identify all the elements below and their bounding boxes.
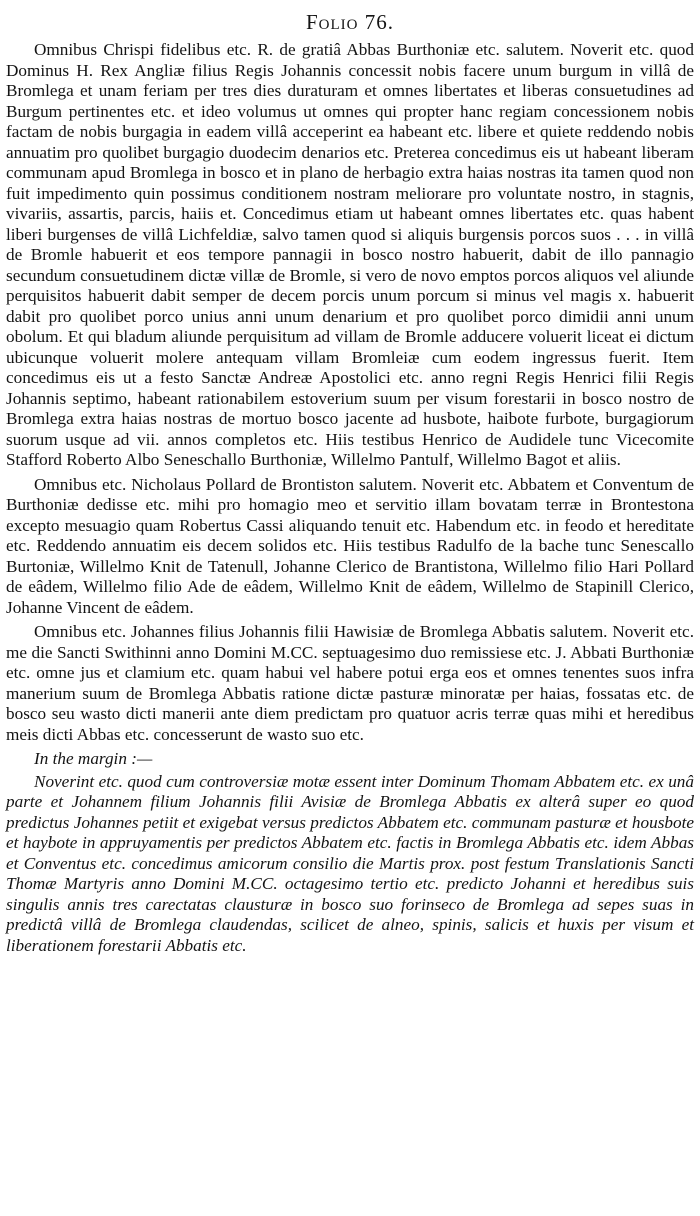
charter-paragraph-1: Omnibus Chrispi fidelibus etc. R. de gratiâ Abbas Burthoniæ etc. salutem. Noverit etc. quod Dominus H. Rex Angliæ filius Regis Johannis concessit nobis facere unum burgum in villâ de Bromlega et unam feriam per tres dies duraturam et omnes libertates et liberas consuetudines ad Burgum pertinentes etc. et ideo volumus ut omnes qui propter hanc regiam concessionem nobis factam de nobis burgagia in eadem villâ acceperint ea habeant etc. libere et quiete reddendo nobis annuatim pro quolibet burgagio duodecim denarios etc. Preterea concedimus eis ut habeant liberam communam apud Bromlega in bosco et in plano de herbagio extra haias nostras ita tamen quod non fuit impedimento quin possimus conditionem nostram meliorare pro voluntate nostro, in stagnis, vivariis, assartis, parcis, haiis et. Concedimus etiam ut habeant omnes libertates etc. quas habent liberi burgenses de villâ Lichfeldiæ, salvo tamen quod si aliquis burgensis porcos suos . . . in villâ de Bromle habuerit et eos tempore pannagii in bosco nostro habuerit, dabit de illo pannagio secundum consuetudinem dictæ villæ de Bromle, si vero de novo emptos porcos aliquos vel aliunde perquisitos habuerit dabit semper de decem porcis unum porcum si minus vel magis x. habuerit dabit pro quolibet porco unius anni unum denarium et pro quolibet porco dimidii anni unum obolum. Et qui bladum aliunde perquisitum ad villam de Bromle adducere voluerit liceat ei dictum ubicunque voluerit molere antequam villam Bromleiæ cum eodem ingressus fuerit. Item concedimus eis ut a festo Sanctæ Andreæ Apostolici etc. anno regni Regis Henrici filii Regis Johannis septimo, habeant rationabilem estoverium suum per visum forestarii in bosco nostro de Bromlega extra haias nostras de mortuo bosco jacente ad husbote, haibote furbote, burgagiorum suorum usque ad vii. annos completos etc. Hiis testibus Henrico de Audidele tunc Vicecomite Stafford Roberto Albo Seneschallo Burthoniæ, Willelmo Pantulf, Willelmo Bagot et aliis. bbox=[6, 40, 694, 469]
margin-note: Noverint etc. quod cum controversiæ motæ essent inter Dominum Thomam Abbatem etc. ex unâ parte et Johannem filium Johannis filii Avisiæ de Bromlega Abbatis ex alterâ super eo quod predictus Johannes petiit et exigebat versus predictos Abbatem etc. communam pasturæ et housbote et haybote in appruyamentis per predictos Abbatem etc. factis in Bromlega Abbatis etc. idem Abbas et Conventus etc. concedimus amicorum consilio die Martis prox. post festum Translationis Sancti Thomæ Martyris anno Domini M.CC. octagesimo tertio etc. predicto Johanni et heredibus suis singulis annis tres carectatas clausturæ in bosco suo forinseco de Bromlega ad sepes suas in predictâ villâ de Bromlega claudendas, scilicet de alneo, spinis, salicis et huxis per visum et liberationem forestarii Abbatis etc. bbox=[6, 771, 694, 955]
charter-paragraph-3: Omnibus etc. Johannes filius Johannis filii Hawisiæ de Bromlega Abbatis salutem. Noverit etc. me die Sancti Swithinni anno Domini M.CC. septuagesimo duo remissiese etc. J. Abbati Burthoniæ etc. omne jus et clamium etc. quam habui vel habere potui erga eos et omnes tenentes suos infra manerium suum de Bromlega Abbatis ratione dictæ pasturæ minoratæ per haias, fossatas etc. de bosco seu wasto dicti manerii ante diem predictam pro quatuor acris terræ quas mihi et heredibus meis dicti Abbas etc. concesserunt de wasto suo etc. bbox=[6, 622, 694, 744]
charter-paragraph-2: Omnibus etc. Nicholaus Pollard de Brontiston salutem. Noverit etc. Abbatem et Conventum de Burthoniæ dedisse etc. mihi pro homagio meo et servitio illam bovatam terræ in Brontestona excepto mesuagio quam Robertus Cassi aliquando tenuit etc. Habendum etc. in feodo et hereditate etc. Reddendo annuatim eis decem solidos etc. Hiis testibus Radulfo de la bache tunc Senescallo Burtoniæ, Willelmo Knit de Tatenull, Johanne Clerico de Brantistona, Willelmo filio Hari Pollard de eâdem, Willelmo filio Ade de eâdem, Willelmo Knit de eâdem, Willelmo de Stapinill Clerico, Johanne Vincent de eâdem. bbox=[6, 474, 694, 617]
margin-label: In the margin :— bbox=[34, 749, 153, 768]
folio-heading: Folio 76. bbox=[305, 10, 394, 34]
